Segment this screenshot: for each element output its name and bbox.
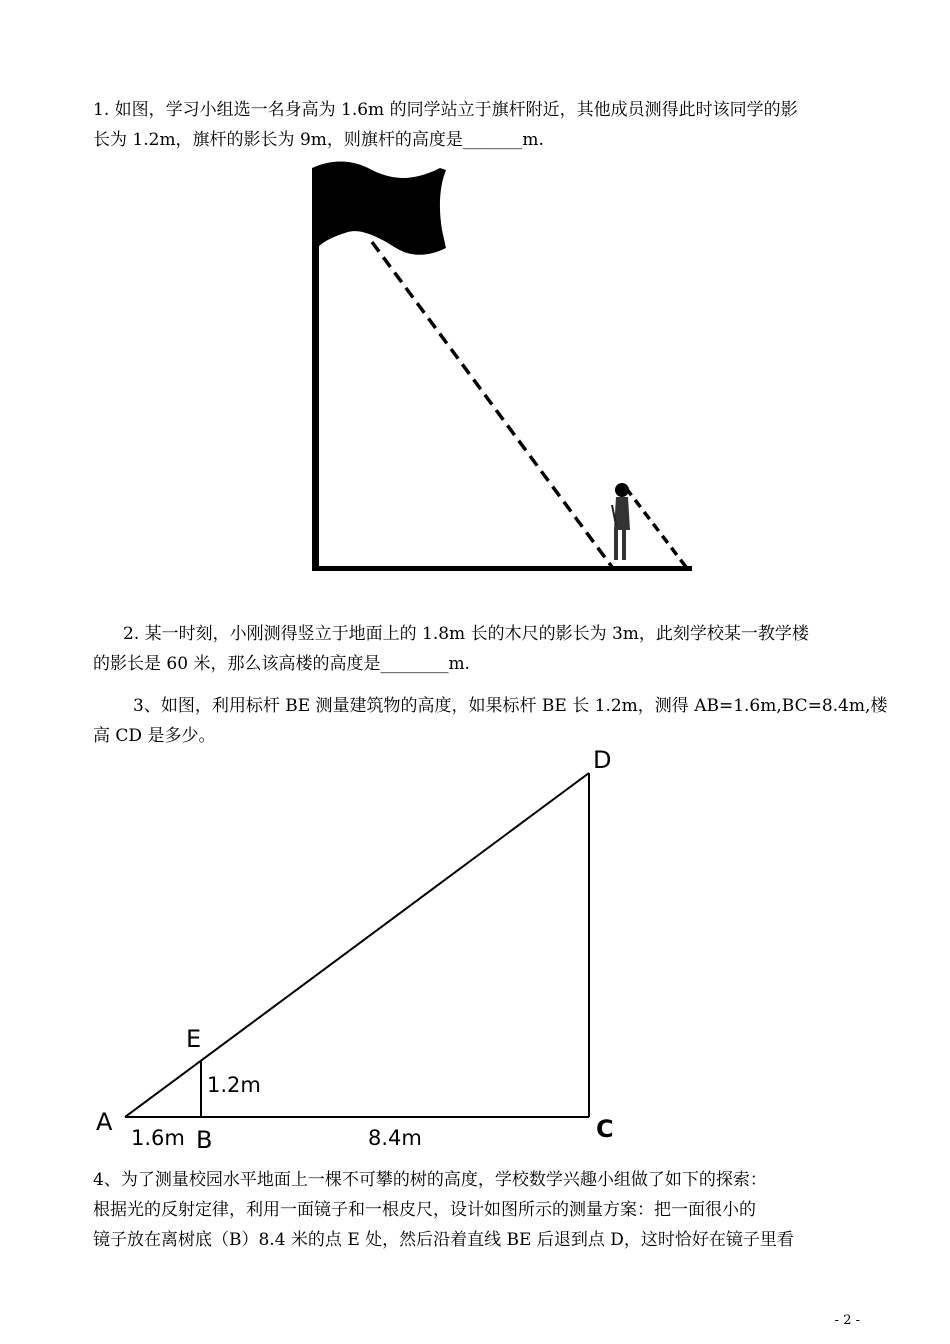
- label-d: D: [593, 746, 612, 774]
- line-ad: [125, 773, 589, 1117]
- question-2-line-2: 的影长是 60 米，那么该高楼的高度是________m.: [93, 654, 470, 674]
- question-3-line-2: 高 CD 是多少。: [93, 726, 216, 746]
- label-c: C: [596, 1115, 614, 1143]
- label-e: E: [186, 1025, 202, 1053]
- question-1-line-2: 长为 1.2m，旗杆的影长为 9m，则旗杆的高度是_______m.: [93, 130, 544, 150]
- label-a: A: [96, 1108, 113, 1136]
- question-3-line-1: 3、如图，利用标杆 BE 测量建筑物的高度，如果标杆 BE 长 1.2m，测得 AB=1.6m,BC=8.4m,楼: [133, 696, 888, 716]
- length-ab: 1.6m: [131, 1126, 185, 1150]
- question-4: [93, 1165, 863, 1255]
- question-2-line-1: 2. 某一时刻，小刚测得竖立于地面上的 1.8m 长的木尺的影长为 3m，此刻学校某一教学楼: [123, 624, 809, 644]
- page-number: - 2 -: [834, 1313, 860, 1328]
- label-b: B: [196, 1126, 213, 1154]
- question-4-line-2: 根据光的反射定律，利用一面镜子和一根皮尺，设计如图所示的测量方案：把一面很小的: [93, 1200, 756, 1220]
- length-be: 1.2m: [207, 1073, 261, 1097]
- question-4-line-1: 4、为了测量校园水平地面上一棵不可攀的树的高度，学校数学兴趣小组做了如下的探索：: [93, 1170, 767, 1190]
- question-4-line-3: 镜子放在离树底（B）8.4 米的点 E 处，然后沿着直线 BE 后退到点 D，这时恰好在镜子里看: [93, 1230, 794, 1250]
- question-1-line-1: 1. 如图，学习小组选一名身高为 1.6m 的同学站立于旗杆附近，其他成员测得此时该同学的影: [93, 100, 798, 120]
- length-bc: 8.4m: [368, 1126, 422, 1150]
